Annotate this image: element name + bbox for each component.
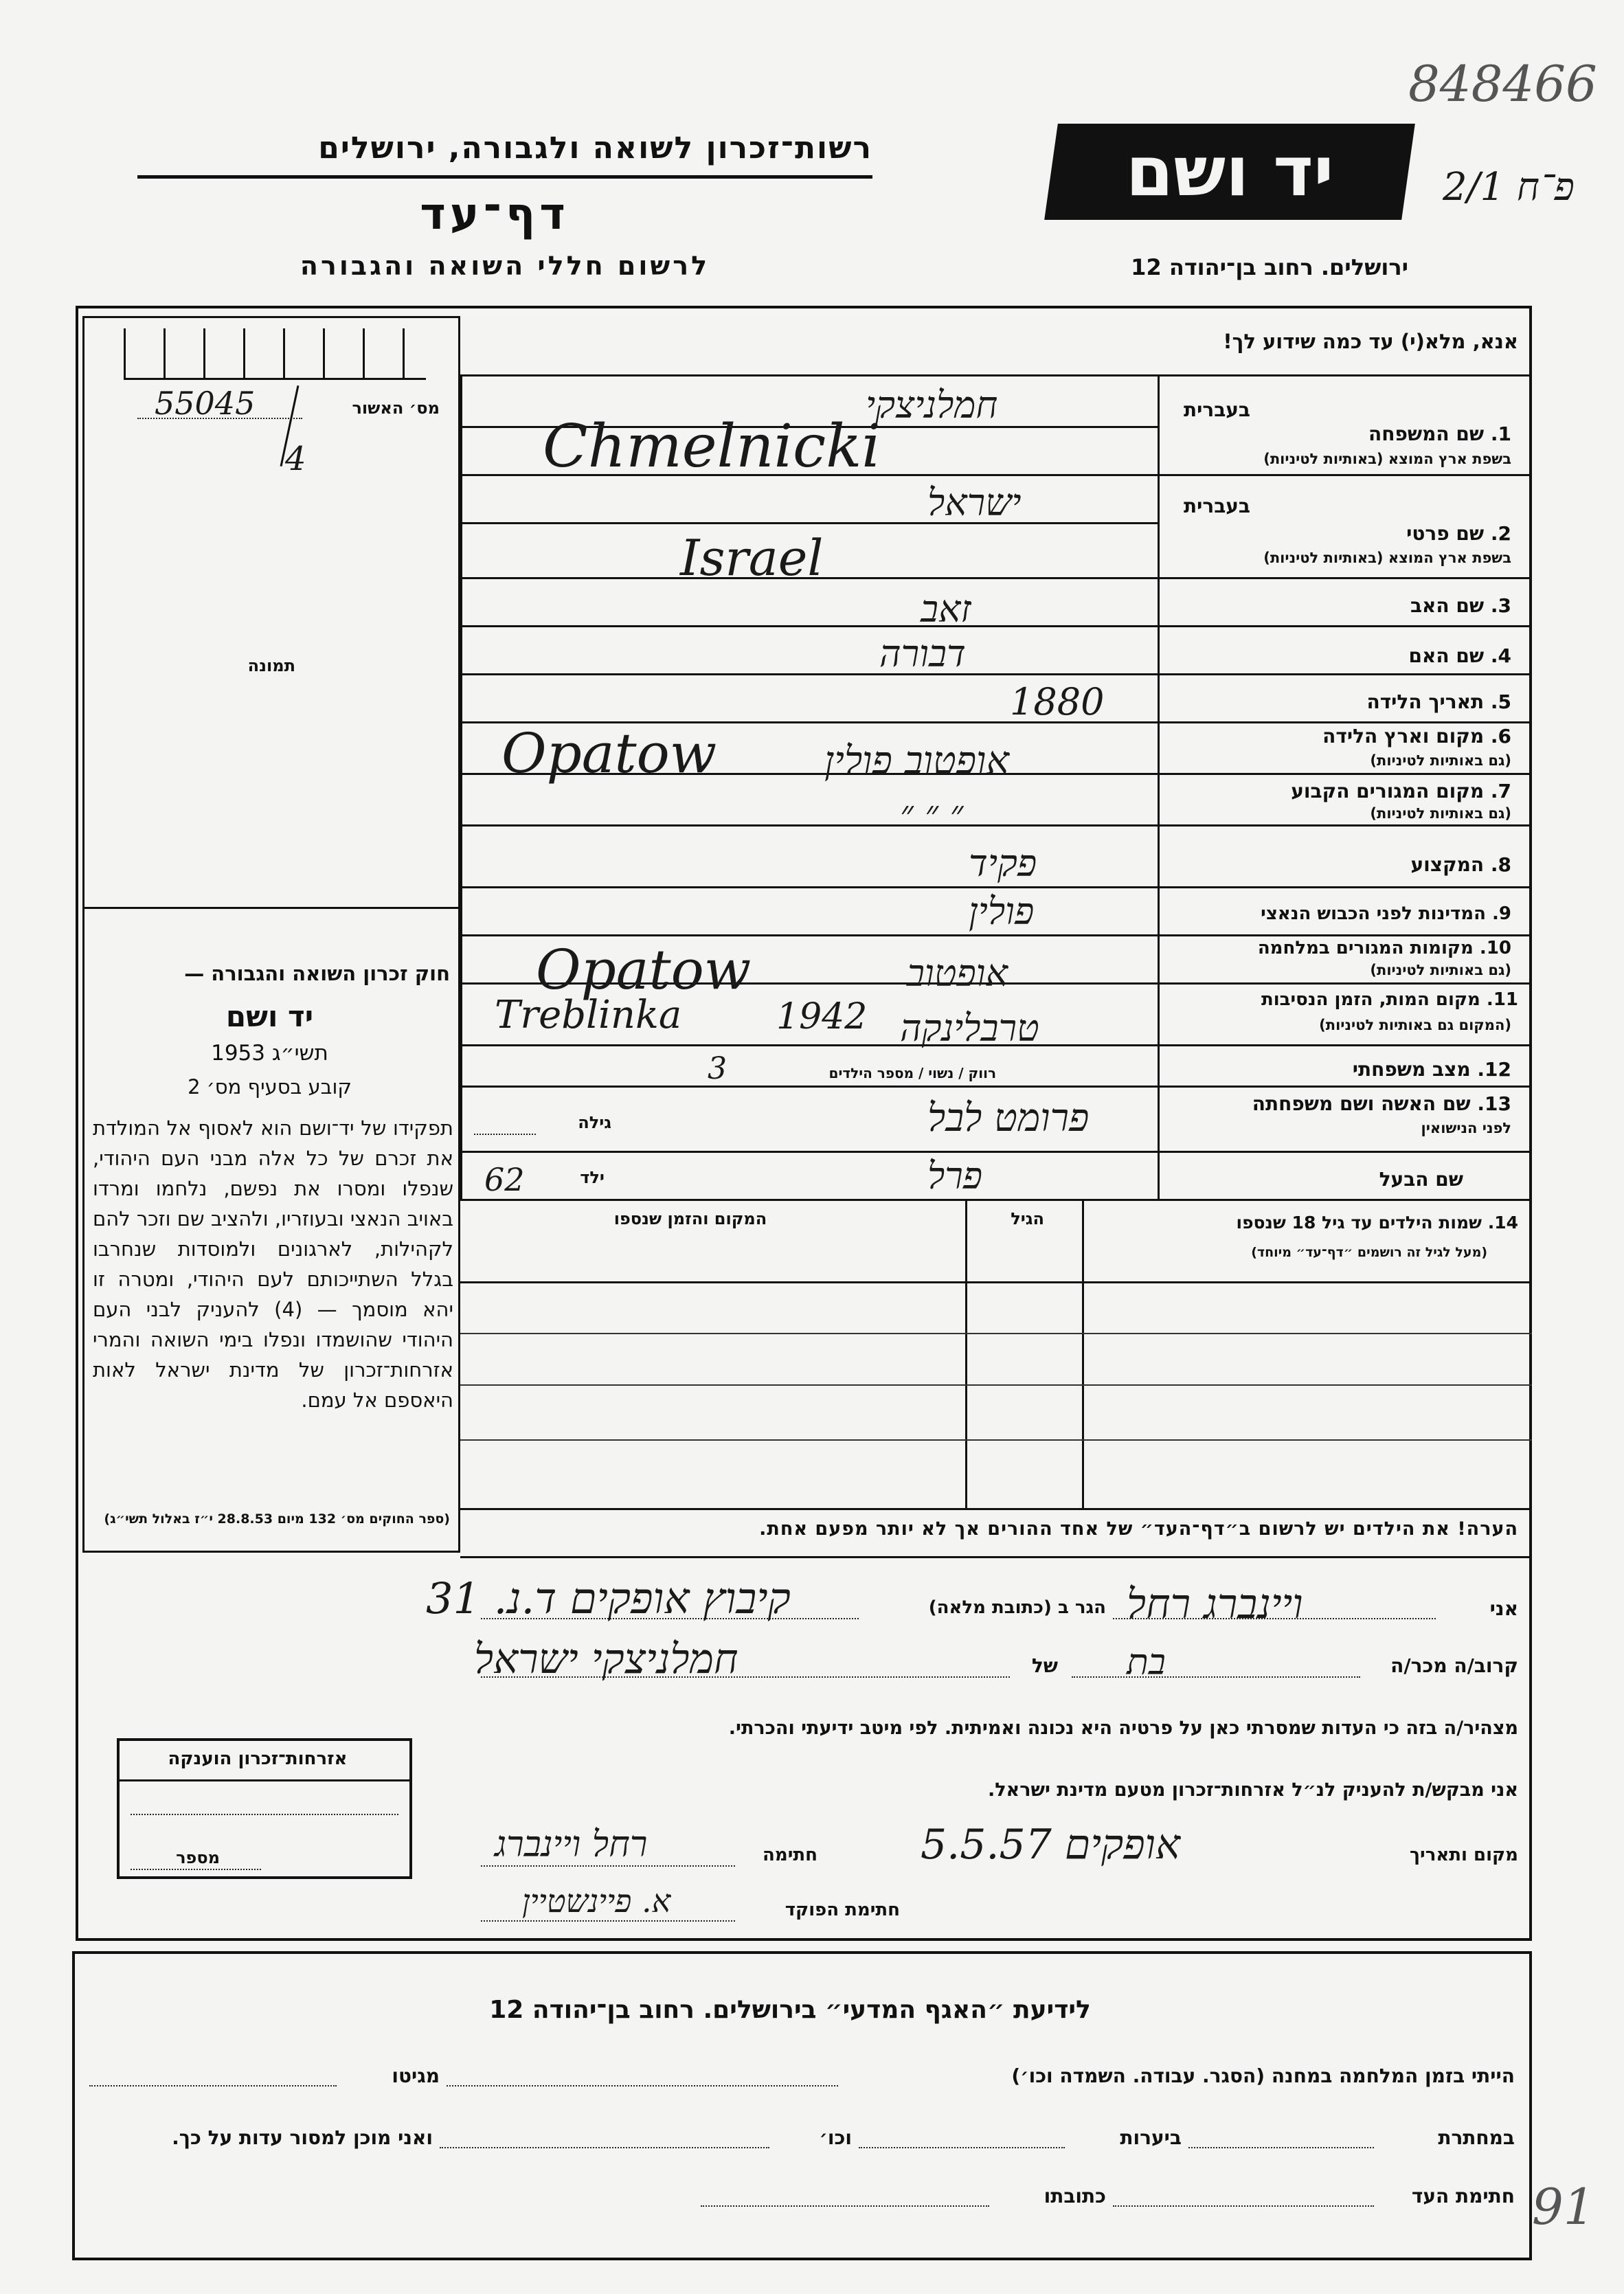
children-sub: (מעל לגיל זה רושמים ״דף־עד״ מיוחד) <box>1251 1245 1487 1260</box>
war-places-latin: Opatow <box>536 938 752 1002</box>
residence-label: 7. מקום המגורים הקבוע <box>1291 780 1511 802</box>
citizenship-number-label: מספר <box>176 1848 220 1867</box>
row-line <box>460 824 1532 826</box>
death-place-sub: (המקום גם באותיות לטיניות) <box>1319 1017 1511 1033</box>
profession-value: פקיד <box>969 842 1037 885</box>
yad-vashem-logo <box>1044 124 1415 220</box>
tick-baseline <box>124 378 426 380</box>
residence-before-label: 9. המדינות לפני הכבוש הנאצי <box>1261 903 1511 924</box>
officer-value: א. פיינשטיין <box>522 1882 671 1920</box>
footer-line1-a: הייתי בזמן המלחמה במחנה (הסגר. עבודה. השמדה וכו׳) <box>1011 2065 1515 2087</box>
residence-before-value: פולין <box>969 890 1035 933</box>
age-label: גילה <box>578 1113 611 1132</box>
footer-line2-d: ואני מוכן למסור עדות על כך. <box>172 2126 433 2149</box>
officer-label: חתימת הפוקד <box>785 1900 900 1920</box>
tick <box>124 328 126 378</box>
row-line <box>460 1086 1532 1088</box>
relative-label: קרוב/ה מכר/ה <box>1390 1654 1518 1677</box>
tick <box>203 328 205 378</box>
birth-date-label: 5. תאריך הלידה <box>1366 690 1511 713</box>
in-hebrew-2: בעברית <box>1183 495 1250 517</box>
footer-line2-dots2 <box>859 2147 1065 2148</box>
spouse-value: פרומט לבל <box>927 1096 1090 1140</box>
witness-address: קיבוץ אופקים ד.נ. 31 <box>426 1573 791 1623</box>
children-note: הערה! את הילדים יש לרשום ב״דף־העד״ של אחד ההורים אך לא יותר מפעם אחת. <box>759 1518 1518 1540</box>
labels-divider <box>1158 374 1160 1199</box>
intro-text: אנא, מלא(י) עד כמה שידוע לך! <box>1223 330 1518 353</box>
row-line <box>460 1151 1532 1153</box>
birth-place-sub: (גם באותיות לטיניות) <box>1370 752 1511 769</box>
signature-value: רחל ויינברג <box>495 1824 648 1865</box>
officer-line <box>481 1920 735 1922</box>
law-reference: (ספר החוקים מס׳ 132 מיום 28.8.53 י״ז באלול תשי״ג) <box>104 1511 450 1527</box>
residence-value: ״ ״ ״ <box>900 794 964 835</box>
row-line <box>460 1199 1532 1201</box>
of-value: חמלניצקי ישראל <box>474 1635 738 1683</box>
tick <box>363 328 365 378</box>
death-place-hebrew: טרבלינקה <box>900 1007 1039 1050</box>
children-col-place: המקום והזמן שנספו <box>613 1209 767 1228</box>
citizenship-divider <box>117 1779 412 1781</box>
footer-line2-a: במחתרת <box>1438 2126 1515 2149</box>
witness-name: ויינברג רחל <box>1127 1580 1303 1628</box>
law-year: תשי״ג 1953 <box>211 1041 328 1066</box>
birth-place-label: 6. מקום וארץ הלידה <box>1322 725 1511 747</box>
signature-line <box>481 1865 735 1867</box>
footer-line1-dots2 <box>89 2085 337 2087</box>
witness-lives-label: הגר ב (כתובת מלאה) <box>928 1597 1106 1618</box>
footer-line3-dots2 <box>701 2205 989 2207</box>
citizenship-line <box>131 1814 398 1815</box>
footer-line3-dots1 <box>1113 2205 1374 2207</box>
father-label: 3. שם האב <box>1410 594 1511 617</box>
children-row-line <box>460 1333 1532 1334</box>
citizenship-title: אזרחות־זכרון הוענקה <box>168 1748 348 1769</box>
residence-sub: (גם באותיות לטיניות) <box>1370 805 1511 822</box>
row-line <box>460 673 1532 675</box>
footer-line1-dots <box>447 2085 838 2087</box>
approval-line <box>137 418 302 419</box>
husband-value: פרל <box>927 1154 983 1197</box>
birth-date-value: 1880 <box>1010 680 1105 723</box>
family-status-label: 12. מצב משפחתי <box>1352 1058 1511 1081</box>
photo-bottom <box>82 907 460 909</box>
children-col-divider <box>965 1199 967 1508</box>
values-left-border <box>460 374 462 1199</box>
archive-number: 848466 <box>1408 55 1597 113</box>
logo-text: יד ושם <box>1125 131 1334 212</box>
footer-line2-c: וכו׳ <box>819 2126 852 2149</box>
page-count: 91 <box>1532 2178 1595 2236</box>
birth-place-hebrew: אופטוב פולין <box>824 739 1010 783</box>
footer-line1-b: מגיטו <box>392 2065 440 2087</box>
footer-line3-a: חתימת העד <box>1411 2185 1515 2207</box>
spouse-sub: לפני הנישואין <box>1421 1120 1511 1136</box>
family-name-sub: בשפת ארץ המוצא (באותיות לטיניות) <box>1263 451 1511 467</box>
footer-line2-b: ביערות <box>1120 2126 1182 2149</box>
born-value: 62 <box>484 1161 525 1198</box>
mother-label: 4. שם האם <box>1408 644 1511 667</box>
signature-label: חתימה <box>763 1845 817 1865</box>
citizenship-number-line <box>131 1869 261 1870</box>
pages-note: פ־ח 2/1 <box>1443 165 1575 210</box>
death-place-label: 11. מקום המות, הזמן הנסיבות <box>1261 989 1518 1010</box>
declaration: מצהיר/ה בזה כי העדות שמסרתי כאן על פרטיה היא נכונה ואמיתית. לפי מיטב ידיעתי והכרתי. <box>728 1718 1518 1739</box>
mother-value: דבורה <box>879 632 966 675</box>
war-places-label: 10. מקומות המגורים במלחמה <box>1257 938 1511 958</box>
place-date-value: אופקים 5.5.57 <box>921 1821 1180 1869</box>
form-subtitle: לרשום חללי השואה והגבורה <box>300 251 710 281</box>
law-name: יד ושם <box>225 1000 314 1033</box>
war-places-sub: (גם באותיות לטיניות) <box>1370 962 1511 978</box>
header-underline <box>137 175 872 179</box>
children-col-age: הגיל <box>1011 1209 1044 1228</box>
children-header-line <box>460 1281 1532 1283</box>
approval-number: 55045 <box>155 385 256 422</box>
photo-label: תמונה <box>247 656 295 675</box>
born-label: ילד <box>580 1168 605 1187</box>
law-title: חוק זכרון השואה והגבורה — <box>184 962 450 985</box>
children-count: 3 <box>708 1051 727 1086</box>
family-name-hebrew: חמלניצקי <box>866 383 998 427</box>
family-status-options: רווק / נשוי / מספר הילדים <box>828 1065 996 1081</box>
row-line <box>460 934 1532 936</box>
relative-value: בת <box>1127 1642 1166 1683</box>
children-row-line <box>460 1439 1532 1441</box>
form-title: דף־עד <box>420 189 569 240</box>
first-name-latin: Israel <box>680 529 824 587</box>
law-text: תפקידו של יד־ושם הוא לאסוף אל המולדת את זכרם של כל אלה מבני העם היהודי, שנפלו ומסרו את נפשם, נלחמו ומרדו באויב הנאצי ובעוזריו, ולהציב שם וזכר להם לקהילות, לארגונים ולמוסדות שנחרבו בגלל השתייכותם לעם היהודי, ומטרה זו יהא מוסמך — (4) להעניק לבני העם היהודי שהושמדו ונפלו בימי השואה והמרי אזרחות־זכרון של מדינת ישראל לאות היאספם אל עמם. <box>93 1116 453 1412</box>
address: ירושלים. רחוב בן־יהודה 12 <box>1131 254 1408 280</box>
of-label: של <box>1031 1654 1058 1677</box>
children-row-line <box>460 1384 1532 1386</box>
war-places-hebrew: אופטוב <box>907 952 1008 995</box>
tick <box>403 328 405 378</box>
footer-line2-dots1 <box>1188 2147 1374 2148</box>
note-line <box>460 1556 1532 1558</box>
row-line <box>460 625 1532 627</box>
witness-i-label: אני <box>1489 1597 1518 1620</box>
request: אני מבקש/ת להעניק לנ״ל אזרחות־זכרון מטעם מדינת ישראל. <box>987 1779 1518 1801</box>
family-name-label: 1. שם המשפחה <box>1368 423 1511 445</box>
tick <box>323 328 325 378</box>
footer-line3-b: כתובתו <box>1044 2185 1106 2207</box>
approval-label: מס׳ האשור <box>352 398 440 418</box>
spouse-label: 13. שם האשה ושם משפחתה <box>1252 1092 1511 1115</box>
row-line <box>460 577 1532 579</box>
tick <box>283 328 285 378</box>
father-value: זאב <box>921 587 971 631</box>
row-line <box>460 886 1532 888</box>
law-clause: קובע בסעיף מס׳ 2 <box>188 1075 352 1099</box>
children-col-divider <box>1082 1199 1084 1508</box>
death-year: 1942 <box>776 996 868 1037</box>
first-name-sub: בשפת ארץ המוצא (באותיות לטיניות) <box>1263 550 1511 566</box>
children-row-line <box>460 1508 1532 1510</box>
tick <box>163 328 166 378</box>
first-name-label: 2. שם פרטי <box>1406 522 1511 545</box>
profession-label: 8. המקצוע <box>1410 853 1511 876</box>
footer-title: לידיעת ״האגף המדעי״ בירושלים. רחוב בן־יהודה 12 <box>489 1996 1091 2024</box>
husband-label: שם הבעל <box>1379 1168 1463 1191</box>
row-line <box>460 522 1158 524</box>
approval-suffix: 4 <box>285 440 306 478</box>
relative-line <box>1072 1676 1360 1678</box>
family-name-latin: Chmelnicki <box>543 412 881 481</box>
age-line <box>474 1134 536 1135</box>
place-date-label: מקום ותאריך <box>1410 1845 1518 1865</box>
death-place-latin: Treblinka <box>495 993 682 1037</box>
footer-line2-dots3 <box>440 2147 769 2148</box>
tick <box>243 328 245 378</box>
in-hebrew-1: בעברית <box>1183 398 1250 421</box>
intro-line <box>460 374 1532 376</box>
children-label: 14. שמות הילדים עד גיל 18 שנספו <box>1236 1213 1518 1233</box>
institution-name: רשות־זכרון לשואה ולגבורה, ירושלים <box>318 131 872 166</box>
first-name-hebrew: ישראל <box>927 481 1022 524</box>
birth-place-latin: Opatow <box>501 721 717 785</box>
